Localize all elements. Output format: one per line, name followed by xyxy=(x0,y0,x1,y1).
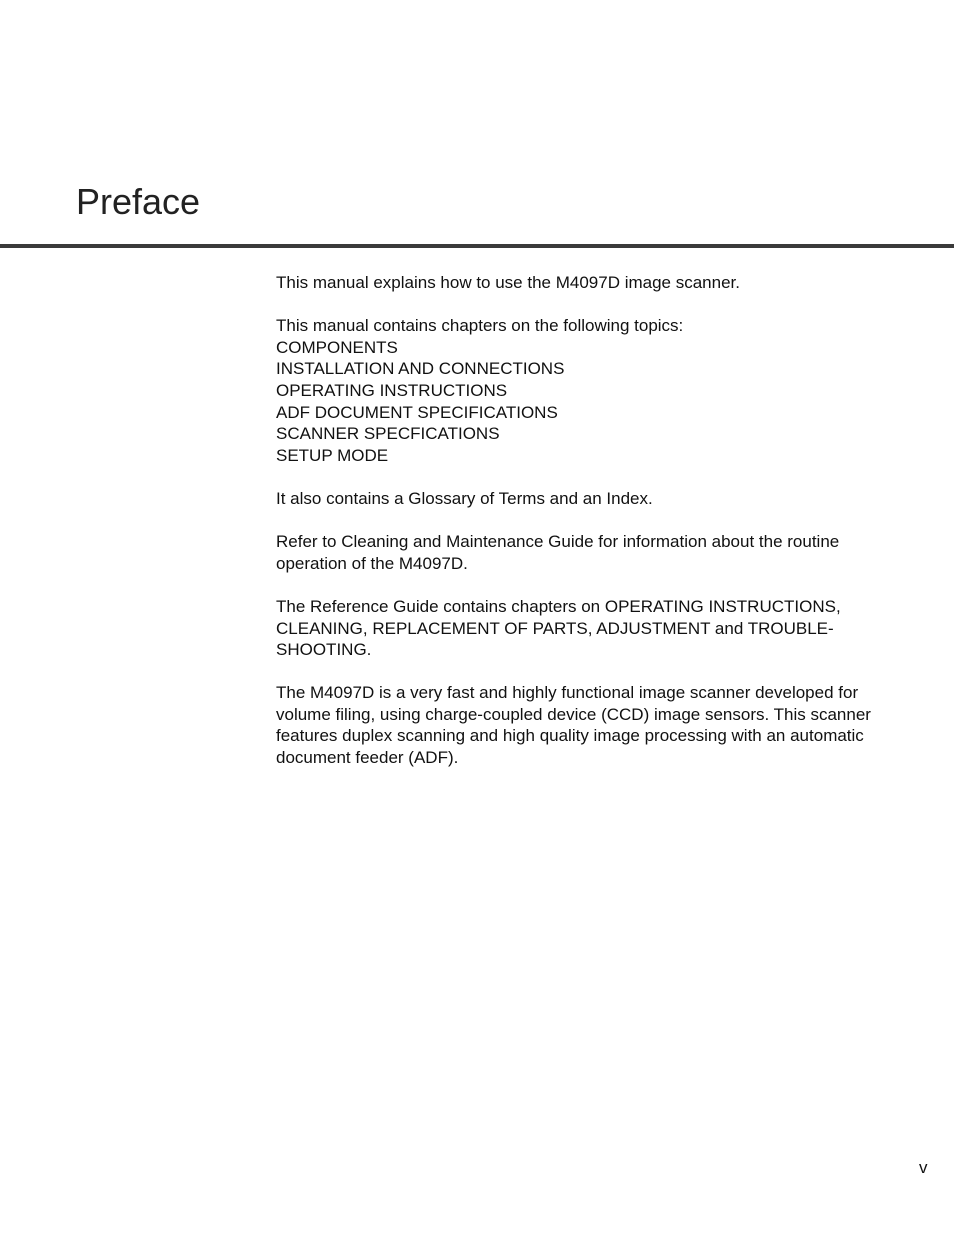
topic-item-setup-mode: SETUP MODE xyxy=(276,445,389,465)
page-number: v xyxy=(919,1158,928,1177)
reference-paragraph: The Reference Guide contains chapters on OPERATING INSTRUCTIONS, CLEANING, REPLACEMENT OF PARTS, ADJUSTMENT and TROUBLE-SHOOTING. xyxy=(276,596,841,660)
topic-list xyxy=(276,337,896,467)
description-paragraph: The M4097D is a very fast and highly functional image scanner developed for volume filing, using charge-coupled device (CCD) image sensors. This scanner features duplex scanning and high quality image processing with an automatic document feeder (ADF). xyxy=(276,683,871,768)
intro-paragraph: This manual explains how to use the M4097D image scanner. xyxy=(276,273,740,292)
cleaning-paragraph: Refer to Cleaning and Maintenance Guide for information about the routine operation of the M4097D. xyxy=(276,532,840,573)
topic-item-installation: INSTALLATION AND CONNECTIONS xyxy=(276,359,565,379)
topic-item-adf-specs: ADF DOCUMENT SPECIFICATIONS xyxy=(276,402,558,422)
title-divider xyxy=(0,244,954,248)
topic-item-scanner-specs: SCANNER SPECFICATIONS xyxy=(276,424,500,444)
topics-intro: This manual contains chapters on the following topics: xyxy=(276,316,684,336)
glossary-paragraph: It also contains a Glossary of Terms and an Index. xyxy=(276,488,653,508)
preface-body xyxy=(276,272,896,790)
page-title: Preface xyxy=(76,181,201,222)
topic-item-components: COMPONENTS xyxy=(276,337,398,357)
topic-item-operating: OPERATING INSTRUCTIONS xyxy=(276,380,508,400)
